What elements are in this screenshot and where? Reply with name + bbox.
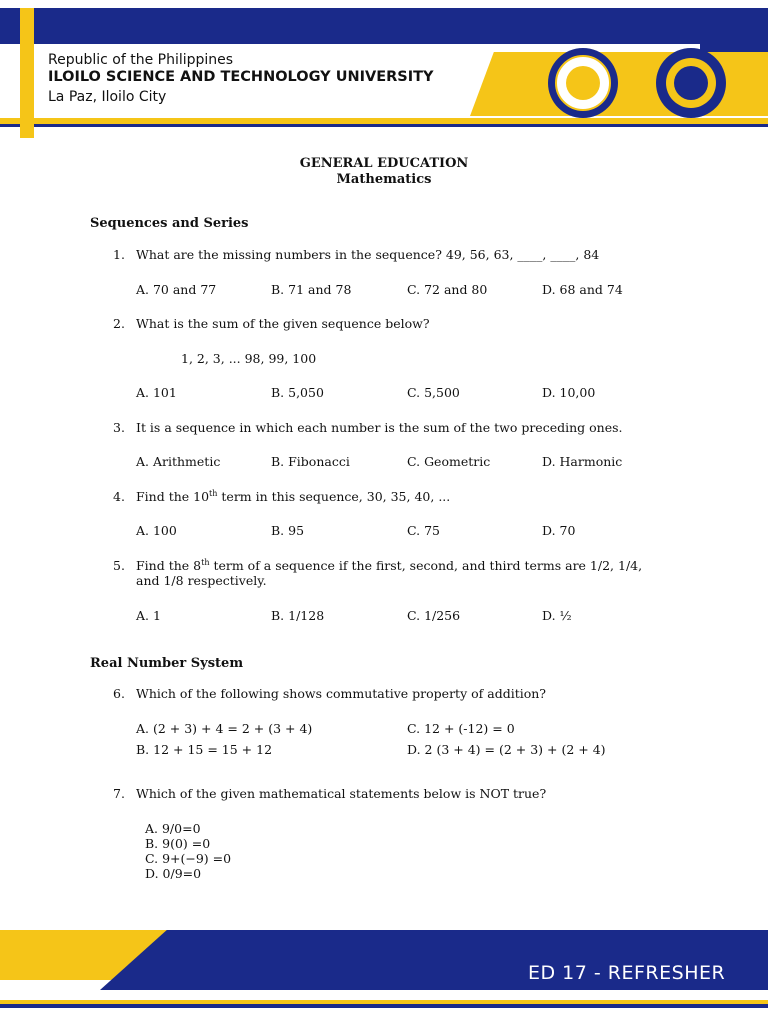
option-b: B. Fibonacci xyxy=(271,454,350,469)
option-d: D. 68 and 74 xyxy=(542,282,623,297)
question-number: 7. xyxy=(113,786,125,801)
question-number: 6. xyxy=(113,686,125,701)
question-text: What are the missing numbers in the sequence? 49, 56, 63, ____, ____, 84 xyxy=(136,247,600,262)
header-corner-accent xyxy=(700,44,768,52)
option-d: D. 2 (3 + 4) = (2 + 3) + (2 + 4) xyxy=(407,742,606,757)
option-c: C. 72 and 80 xyxy=(407,282,488,297)
option-a: A. 101 xyxy=(136,385,177,400)
option-a: A. 1 xyxy=(136,608,161,623)
doc-title: GENERAL EDUCATION xyxy=(299,156,469,171)
question-text-continued: and 1/8 respectively. xyxy=(136,573,267,588)
question-number: 3. xyxy=(113,420,125,435)
question-number: 2. xyxy=(113,316,125,331)
option-a: A. 100 xyxy=(136,523,177,538)
doc-subtitle: Mathematics xyxy=(336,172,432,187)
header-vertical-bar xyxy=(20,8,34,138)
header-blue-line xyxy=(0,124,768,127)
option-d: D. ½ xyxy=(542,608,572,623)
option-d: D. Harmonic xyxy=(542,454,623,469)
option-b: B. 5,050 xyxy=(271,385,324,400)
option-a: A. (2 + 3) + 4 = 2 + (3 + 4) xyxy=(136,721,313,736)
option-d: D. 70 xyxy=(542,523,576,538)
option-d: D. 0/9=0 xyxy=(145,866,202,881)
question-text: Which of the given mathematical statements below is NOT true? xyxy=(136,786,547,801)
option-c: C. 75 xyxy=(407,523,440,538)
option-b: B. 71 and 78 xyxy=(271,282,352,297)
header-location: La Paz, Iloilo City xyxy=(48,89,167,105)
section-heading: Real Number System xyxy=(90,656,244,671)
university-seal-logo xyxy=(548,48,618,118)
question-text: It is a sequence in which each number is the sum of the two preceding ones. xyxy=(136,420,623,435)
question-number: 4. xyxy=(113,489,125,504)
question-text: What is the sum of the given sequence below? xyxy=(136,316,430,331)
option-c: C. 9+(−9) =0 xyxy=(145,851,232,866)
option-a: A. Arithmetic xyxy=(136,454,221,469)
footer-course-label: ED 17 - REFRESHER xyxy=(528,962,726,984)
question-text: Find the 10th term in this sequence, 30, 35, 40, ... xyxy=(136,488,451,504)
option-c: C. 1/256 xyxy=(407,608,461,623)
option-a: A. 70 and 77 xyxy=(136,282,217,297)
question-text: Which of the following shows commutative property of addition? xyxy=(136,686,546,701)
option-b: B. 95 xyxy=(271,523,305,538)
option-d: D. 10,00 xyxy=(542,385,596,400)
option-c: C. 5,500 xyxy=(407,385,460,400)
option-c: C. 12 + (-12) = 0 xyxy=(407,721,515,736)
option-c: C. Geometric xyxy=(407,454,491,469)
option-b: B. 9(0) =0 xyxy=(145,836,211,851)
header-university: ILOILO SCIENCE AND TECHNOLOGY UNIVERSITY xyxy=(48,69,434,85)
option-b: B. 12 + 15 = 15 + 12 xyxy=(136,742,273,757)
header-top-bar xyxy=(0,8,768,44)
sequence-text: 1, 2, 3, ... 98, 99, 100 xyxy=(181,351,317,366)
option-a: A. 9/0=0 xyxy=(145,821,201,836)
option-b: B. 1/128 xyxy=(271,608,325,623)
footer-blue-line xyxy=(0,1004,768,1008)
header-republic: Republic of the Philippines xyxy=(48,52,234,68)
college-of-education-seal-logo xyxy=(656,48,726,118)
question-number: 5. xyxy=(113,558,125,573)
question-number: 1. xyxy=(113,247,125,262)
section-heading: Sequences and Series xyxy=(90,216,249,231)
question-text: Find the 8th term of a sequence if the first, second, and third terms are 1/2, 1/4, xyxy=(136,557,643,573)
